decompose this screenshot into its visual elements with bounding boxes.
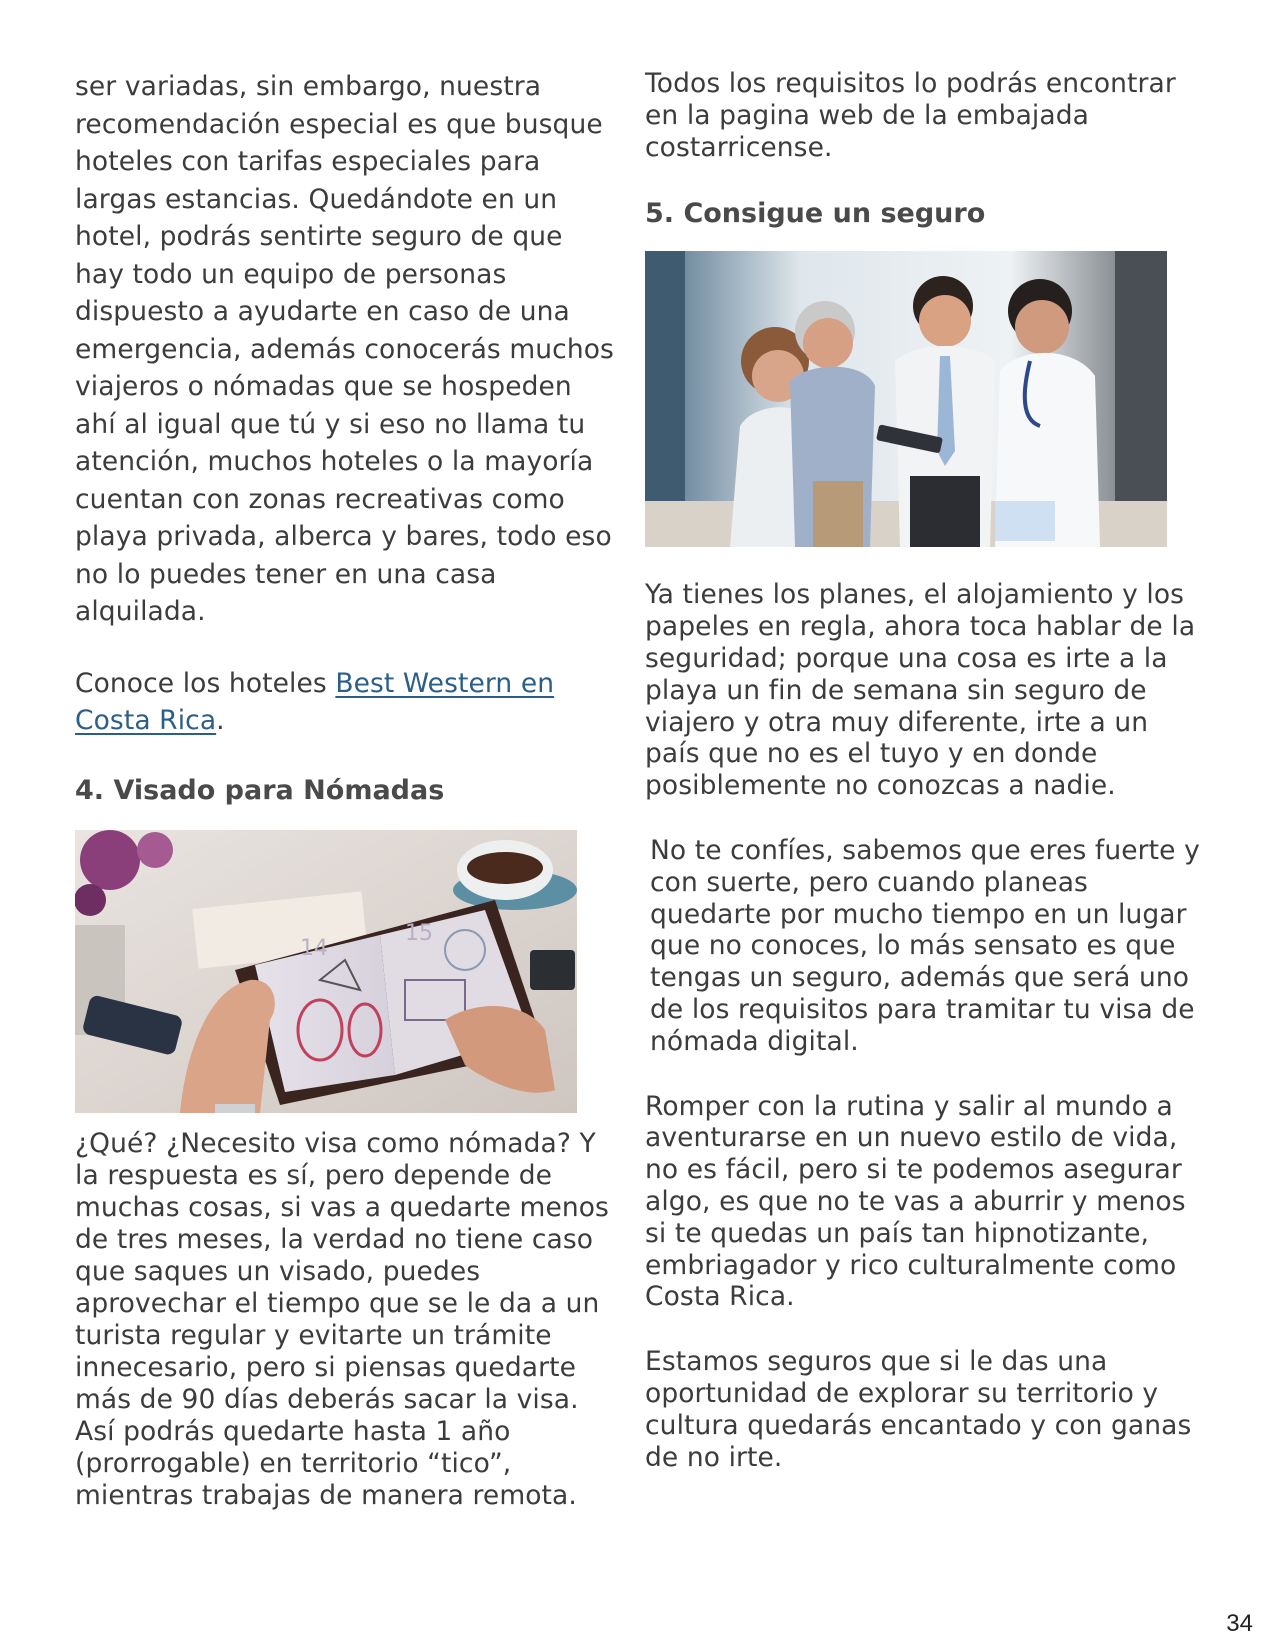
seguridad-paragraph: Ya tienes los planes, el alojamiento y los papeles en regla, ahora toca hablar de la seguridad; porque una cosa es irte a la playa un fin de semana sin seguro de viajero y otra muy diferente, irte a un país que no es el tuyo y en donde posiblemente no conozcas a nadie. xyxy=(645,579,1196,802)
visa-paragraph: ¿Qué? ¿Necesito visa como nómada? Y la respuesta es sí, pero depende de muchas cosas, si vas a quedarte menos de tres meses, la verdad no tiene caso que saques un visado, puedes aprovechar el tiempo que se le da a un turista regular y evitarte un trámite innecesario, pero si piensas quedarte más de 90 días deberás sacar la visa. Así podrás quedarte hasta 1 año (prorrogable) en territorio “tico”, mientras trabajas de manera remota. xyxy=(75,1127,609,1511)
svg-text:14: 14 xyxy=(300,935,328,961)
passport-photo xyxy=(75,830,577,1113)
conoce-prefix: Conoce los hoteles xyxy=(75,667,336,699)
section-heading-visado: 4. Visado para Nómadas xyxy=(75,774,445,806)
requisitos-paragraph: Todos los requisitos lo podrás encontrar en la pagina web de la embajada costarricense. xyxy=(645,68,1176,163)
conoce-paragraph xyxy=(75,665,620,740)
conoce-suffix: . xyxy=(216,705,225,736)
svg-text:15: 15 xyxy=(405,920,433,946)
hotel-paragraph: ser variadas, sin embargo, nuestra recomendación especial es que busque hoteles con tarifas especiales para largas estancias. Quedándote en un hotel, podrás sentirte seguro de que hay todo un equipo de personas dispuesto a ayudarte en caso de una emergencia, además conocerás muchos viajeros o nómadas que se hospeden ahí al igual que tú y si eso no llama tu atención, muchos hoteles o la mayoría cuentan con zonas recreativas como playa privada, alberca y bares, todo eso no lo puedes tener en una casa alquilada. xyxy=(75,71,614,627)
rutina-paragraph: Romper con la rutina y salir al mundo a aventurarse en un nuevo estilo de vida, no es fácil, pero si te podemos asegurar algo, es que no te vas a aburrir y menos si te quedas un país tan hipnotizante, embriagador y rico culturalmente como Costa Rica. xyxy=(645,1090,1186,1313)
page-number: 34 xyxy=(1226,1610,1253,1637)
best-western-link[interactable]: Best Western en Costa Rica xyxy=(75,667,555,736)
conclusion-paragraph: Estamos seguros que si le das una oportunidad de explorar su territorio y cultura quedarás encantado y con ganas de no irte. xyxy=(645,1346,1192,1473)
right-column xyxy=(645,68,1205,1473)
doctors-photo xyxy=(645,251,1167,547)
confies-paragraph: No te confíes, sabemos que eres fuerte y con suerte, pero cuando planeas quedarte por mucho tiempo en un lugar que no conoces, lo más sensato es que tengas un seguro, además que será uno de los requisitos para tramitar tu visa de nómada digital. xyxy=(650,834,1200,1057)
section-heading-seguro: 5. Consigue un seguro xyxy=(645,198,986,230)
left-column xyxy=(75,68,620,1512)
